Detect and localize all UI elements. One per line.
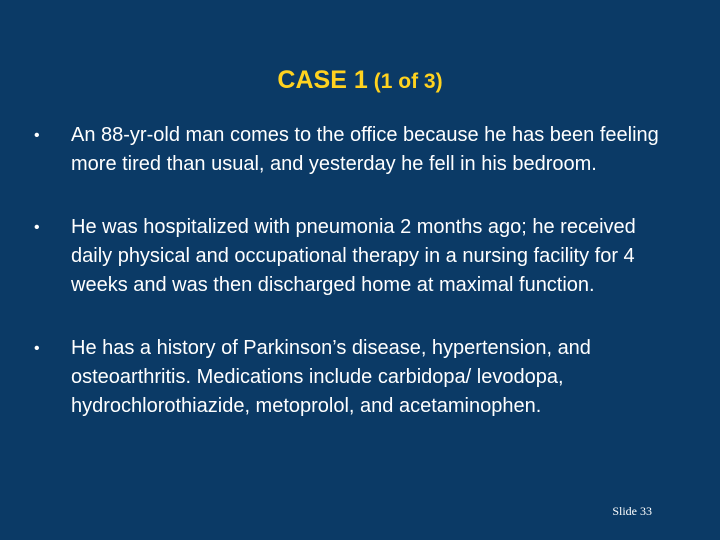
bullet-text: An 88-yr-old man comes to the office because he has been feeling more tired than usual, and yesterday he fell in his bedroom. xyxy=(71,124,659,175)
title-main: CASE 1 xyxy=(277,66,368,94)
slide-title xyxy=(0,66,720,95)
bullet-item-3 xyxy=(32,334,672,421)
title-subtitle: (1 of 3) xyxy=(373,70,443,93)
slide-number: Slide 33 xyxy=(612,504,652,518)
bullet-text: He has a history of Parkinson’s disease, hypertension, and osteoarthritis. Medications include carbidopa/ levodopa, hydrochlorothiazide, metoprolol, and acetaminophen. xyxy=(71,337,591,417)
bullet-list xyxy=(32,121,672,421)
bullet-item-2 xyxy=(32,213,672,300)
bullet-marker: • xyxy=(34,219,40,236)
bullet-marker: • xyxy=(34,127,40,144)
bullet-marker: • xyxy=(34,340,40,357)
bullet-item-1 xyxy=(32,121,672,179)
bullet-text: He was hospitalized with pneumonia 2 months ago; he received daily physical and occupational therapy in a nursing facility for 4 weeks and was then discharged home at maximal function. xyxy=(71,216,636,296)
